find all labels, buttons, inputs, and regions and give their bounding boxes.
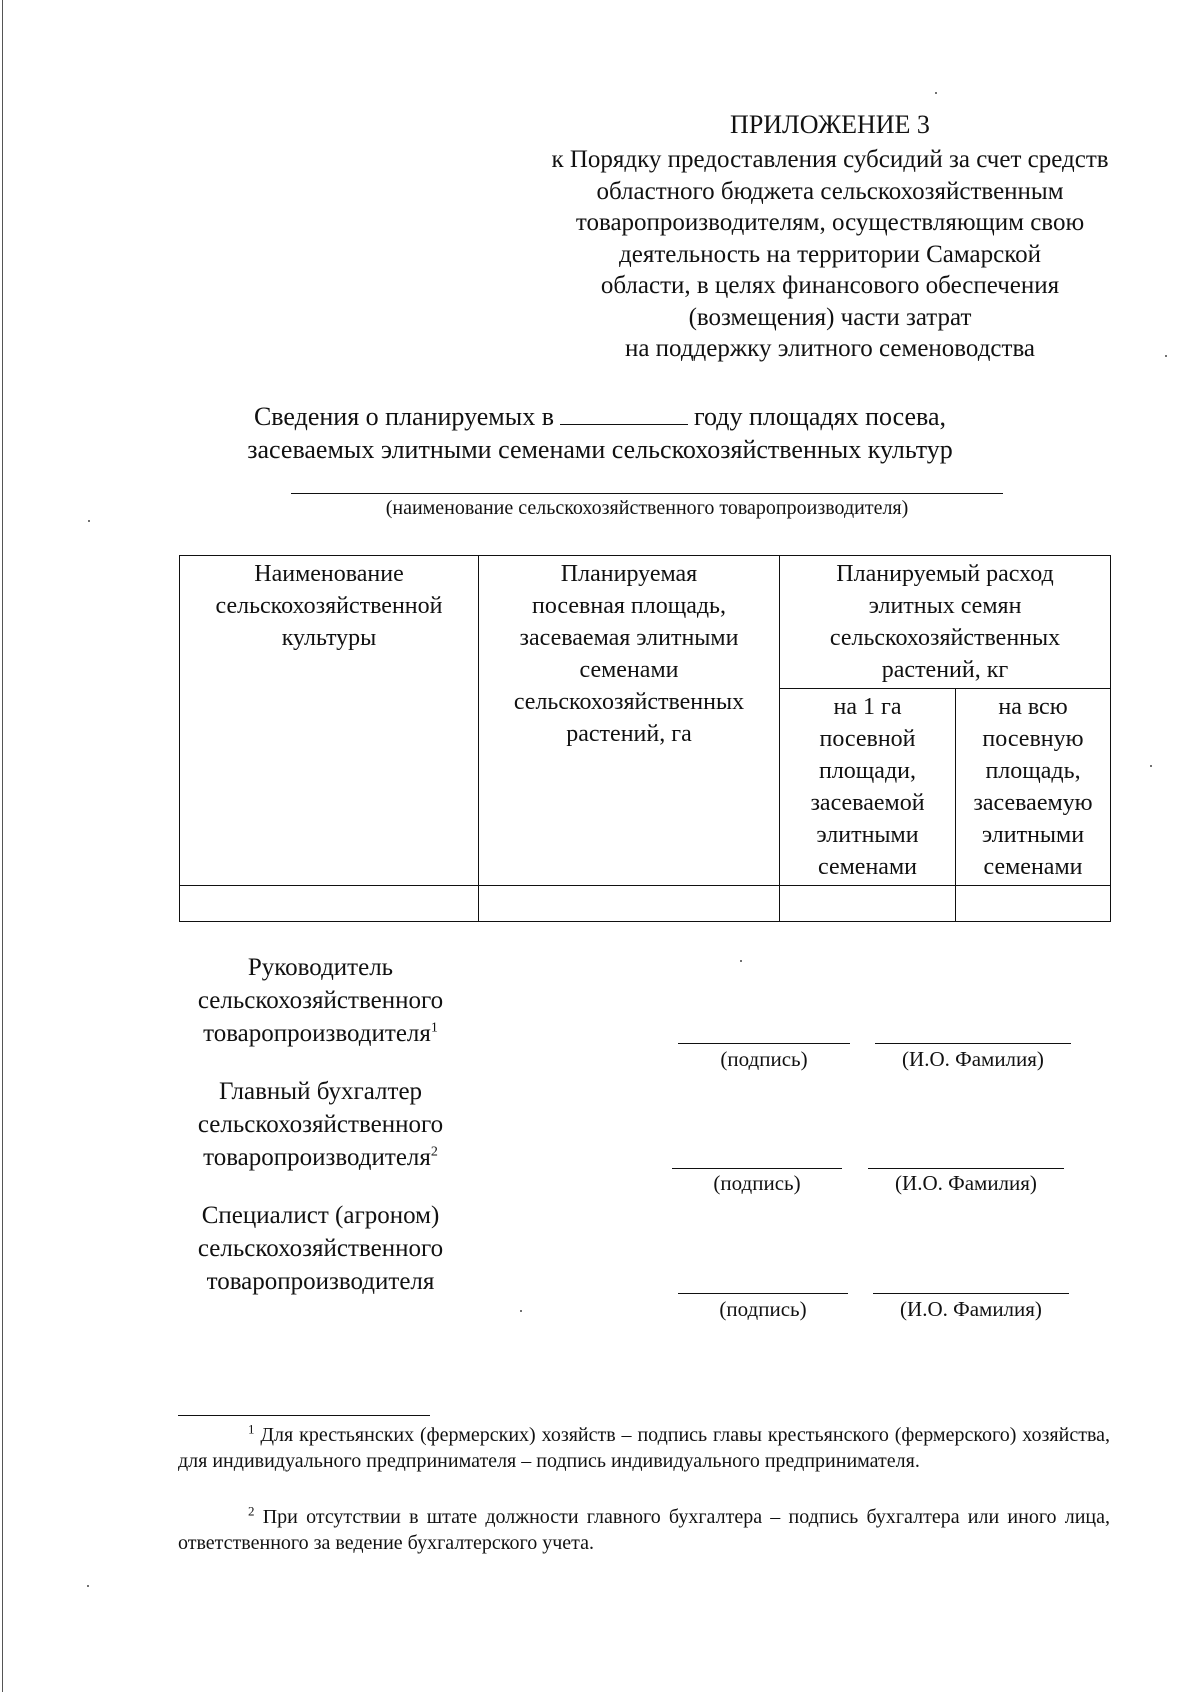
signature-caption: (подпись) <box>713 1171 801 1195</box>
footnote-mark: 2 <box>248 1503 255 1519</box>
header-text: посевная площадь, <box>531 593 726 619</box>
header-text: Планируемый расход <box>836 561 1054 587</box>
signer-label: товаропроизводителя <box>203 1144 431 1171</box>
signature-line[interactable] <box>678 1043 850 1044</box>
table-cell-empty[interactable] <box>780 886 956 922</box>
signer-label: товаропроизводителя <box>203 1020 431 1047</box>
heading-line-2: засеваемых элитными семенами сельскохозяйственных культур <box>247 435 953 464</box>
year-blank <box>560 400 688 425</box>
footnote-text: Для крестьянских (фермерских) хозяйств – подпись главы крестьянского (фермерского) хозяйства, для индивидуального предпринимателя – подпись индивидуального предпринимателя. <box>178 1424 1111 1472</box>
header-per-hectare <box>780 689 956 886</box>
name-caption: (И.О. Фамилия) <box>902 1047 1044 1071</box>
scan-speck <box>87 1585 89 1587</box>
footnote-1 <box>178 1422 1110 1474</box>
header-text: элитными <box>816 822 919 848</box>
table-cell-empty[interactable] <box>479 886 780 922</box>
table-cell-empty[interactable] <box>180 886 479 922</box>
header-text: растений, кг <box>881 657 1009 683</box>
header-text: элитными <box>981 822 1085 848</box>
name-line[interactable] <box>873 1293 1069 1294</box>
signature-caption: (подпись) <box>719 1297 807 1321</box>
signer-label-line <box>178 1017 463 1050</box>
seeding-table <box>179 555 1111 922</box>
header-planned-area <box>479 556 780 886</box>
name-caption: (И.О. Фамилия) <box>895 1171 1037 1195</box>
header-text: семенами <box>983 854 1083 880</box>
header-text: сельскохозяйственной <box>215 593 443 619</box>
header-text: элитных семян <box>868 593 1022 619</box>
footnote-ref: 1 <box>430 1020 438 1036</box>
signature-line[interactable] <box>672 1168 842 1169</box>
header-text: засеваемой <box>810 790 925 816</box>
name-caption: (И.О. Фамилия) <box>900 1297 1042 1321</box>
scan-speck <box>88 520 90 522</box>
footnote-separator <box>178 1415 430 1416</box>
signer-agronomist <box>178 1199 463 1298</box>
header-text: площади, <box>818 758 916 784</box>
header-text: сельскохозяйственных <box>829 625 1061 651</box>
scan-speck <box>740 960 742 962</box>
header-text: посевной <box>819 726 916 752</box>
scan-speck <box>520 1310 522 1312</box>
appendix-line: деятельность на территории Самарской <box>619 240 1041 268</box>
footnote-mark: 1 <box>248 1421 255 1437</box>
signer-label: сельскохозяйственного <box>197 987 444 1014</box>
signer-label: Руководитель <box>247 954 394 981</box>
header-text: Наименование <box>254 561 404 587</box>
appendix-subtitle <box>500 144 1160 365</box>
footnote-text: При отсутствии в штате должности главного бухгалтера – подпись бухгалтера или иного лица, ответственного за ведение бухгалтерского учета. <box>178 1506 1111 1554</box>
header-text: Планируемая <box>560 561 698 587</box>
name-line[interactable] <box>868 1168 1064 1169</box>
producer-caption: (наименование сельскохозяйственного товаропроизводителя) <box>385 497 909 519</box>
header-text: культуры <box>281 625 377 651</box>
header-text: посевную <box>982 726 1084 752</box>
heading-text-before: Сведения о планируемых в <box>253 402 554 431</box>
header-total-area <box>956 689 1111 886</box>
scan-edge <box>2 0 3 1692</box>
document-heading <box>150 400 1050 466</box>
appendix-line: области, в целях финансового обеспечения <box>600 272 1060 299</box>
signer-accountant <box>178 1075 463 1174</box>
table-cell-empty[interactable] <box>956 886 1111 922</box>
appendix-line: областного бюджета сельскохозяйственным <box>596 177 1064 205</box>
appendix-title: ПРИЛОЖЕНИЕ 3 <box>730 110 930 139</box>
signer-label: товаропроизводителя <box>206 1268 435 1295</box>
table-row <box>180 886 1111 922</box>
scan-speck <box>1150 765 1152 767</box>
header-text: сельскохозяйственных <box>513 689 745 715</box>
header-text: засеваемую <box>973 790 1093 816</box>
scan-speck <box>1165 355 1167 357</box>
signer-label: Главный бухгалтер <box>218 1078 423 1105</box>
signer-label: сельскохозяйственного <box>197 1235 444 1262</box>
header-text: семенами <box>818 854 917 880</box>
signature-caption: (подпись) <box>720 1047 808 1071</box>
signature-line[interactable] <box>678 1293 848 1294</box>
footnote-ref: 2 <box>430 1144 438 1160</box>
footnote-2 <box>178 1504 1110 1556</box>
appendix-line: (возмещения) части затрат <box>688 303 972 331</box>
signer-label: сельскохозяйственного <box>197 1111 444 1138</box>
appendix-line: на поддержку элитного семеноводства <box>624 335 1036 362</box>
header-crop-name <box>180 556 479 886</box>
signer-head <box>178 951 463 1050</box>
header-planned-seed-use <box>780 556 1111 689</box>
header-text: площадь, <box>985 758 1081 784</box>
name-line[interactable] <box>875 1043 1071 1044</box>
heading-text-after: году площадях посева, <box>693 402 947 431</box>
header-text: на 1 га <box>833 694 902 720</box>
signer-label-line <box>178 1141 463 1174</box>
producer-name-line <box>291 493 1003 494</box>
scan-speck <box>935 92 937 94</box>
header-text: растений, га <box>566 721 692 747</box>
signer-label: Специалист (агроном) <box>201 1202 440 1229</box>
heading-line-1 <box>150 400 1050 433</box>
appendix-line: к Порядку предоставления субсидий за счет средств <box>551 146 1109 173</box>
header-text: семенами <box>579 657 679 683</box>
header-text: на всю <box>998 694 1068 720</box>
header-text: засеваемая элитными <box>519 625 739 651</box>
appendix-line: товаропроизводителям, осуществляющим свою <box>575 209 1085 236</box>
